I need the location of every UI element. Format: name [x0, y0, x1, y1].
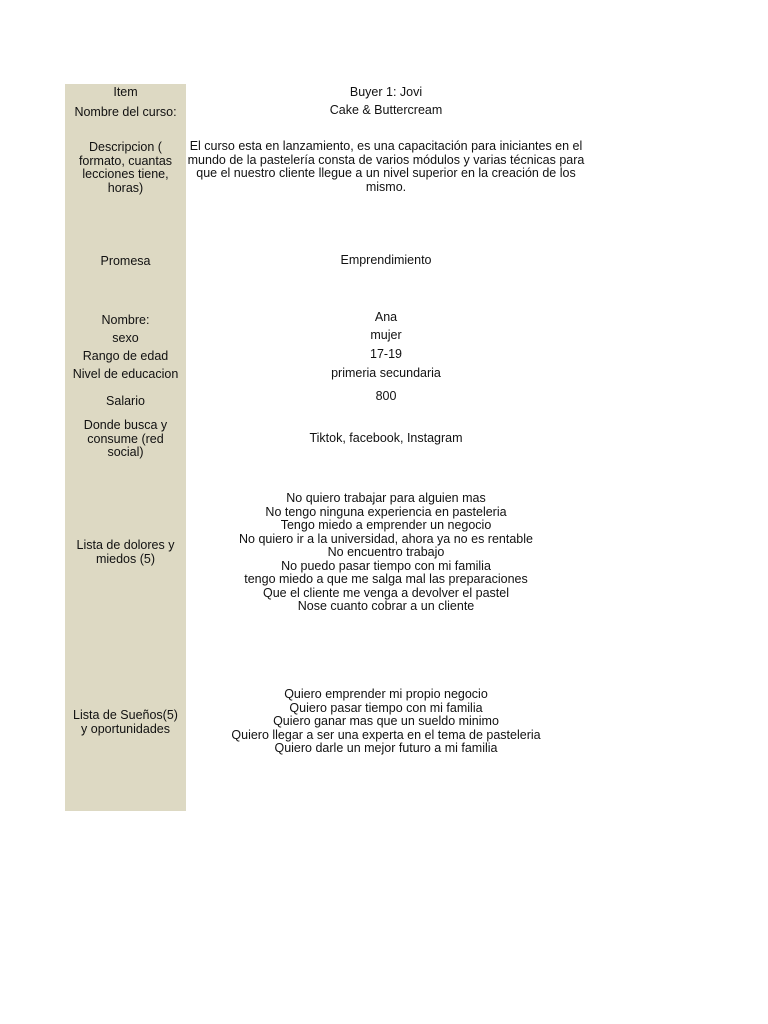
list-item: Quiero ganar mas que un sueldo minimo: [273, 714, 499, 728]
label-dreams: Lista de Sueños(5) y oportunidades: [73, 708, 178, 736]
label-name: Nombre:: [101, 313, 150, 327]
value-age-range: 17-19: [370, 347, 402, 361]
list-item: Quiero pasar tiempo con mi familia: [289, 700, 483, 715]
list-item: Quiero emprender mi propio negocio: [284, 687, 488, 701]
value-course-name: Cake & Buttercream: [329, 103, 443, 117]
list-item: No quiero trabajar para alguien mas: [286, 491, 486, 505]
list-item: Nose cuanto cobrar a un cliente: [297, 599, 475, 613]
list-item: Quiero llegar a ser una experta en el tema de pasteleria: [231, 727, 541, 742]
value-education: primeria secundaria: [331, 366, 441, 380]
label-pains: Lista de dolores y miedos (5): [76, 538, 175, 566]
label-salary: Salario: [106, 394, 145, 408]
label-sex: sexo: [112, 331, 139, 345]
list-item: Tengo miedo a emprender un negocio: [280, 518, 492, 532]
list-item: Quiero darle un mejor futuro a mi familia: [274, 741, 498, 755]
value-item: Buyer 1: Jovi: [349, 85, 423, 99]
label-description: Descripcion ( formato, cuantas lecciones tiene, horas): [78, 140, 173, 195]
list-item: No puedo pasar tiempo con mi familia: [281, 558, 491, 573]
list-item: No quiero ir a la universidad, ahora ya no es rentable: [239, 531, 533, 546]
value-where: Tiktok, facebook, Instagram: [309, 431, 463, 445]
list-item: Que el cliente me venga a devolver el pastel: [263, 585, 509, 600]
label-course-name: Nombre del curso:: [74, 105, 177, 119]
label-education: Nivel de educacion: [72, 367, 179, 381]
value-promise: Emprendimiento: [340, 253, 432, 267]
label-age-range: Rango de edad: [82, 349, 169, 363]
label-promise: Promesa: [100, 254, 151, 268]
value-salary: 800: [375, 389, 397, 403]
value-name: Ana: [374, 310, 398, 324]
label-item: Item: [113, 85, 138, 99]
value-description: El curso esta en lanzamiento, es una capacitación para iniciantes en el mundo de la pastelería consta de varios módulos y varias técnicas para que el nuestro cliente llegue a un nivel superior en la creación de los mismo.: [187, 139, 585, 194]
list-item: No tengo ninguna experiencia en pasteleria: [265, 504, 507, 519]
list-item: No encuentro trabajo: [327, 545, 445, 559]
list-item: tengo miedo a que me salga mal las preparaciones: [244, 572, 528, 586]
value-pains-list: [186, 492, 586, 614]
label-where: Donde busca y consume (red social): [83, 418, 168, 459]
value-dreams-list: [186, 688, 586, 756]
value-sex: mujer: [370, 328, 402, 342]
